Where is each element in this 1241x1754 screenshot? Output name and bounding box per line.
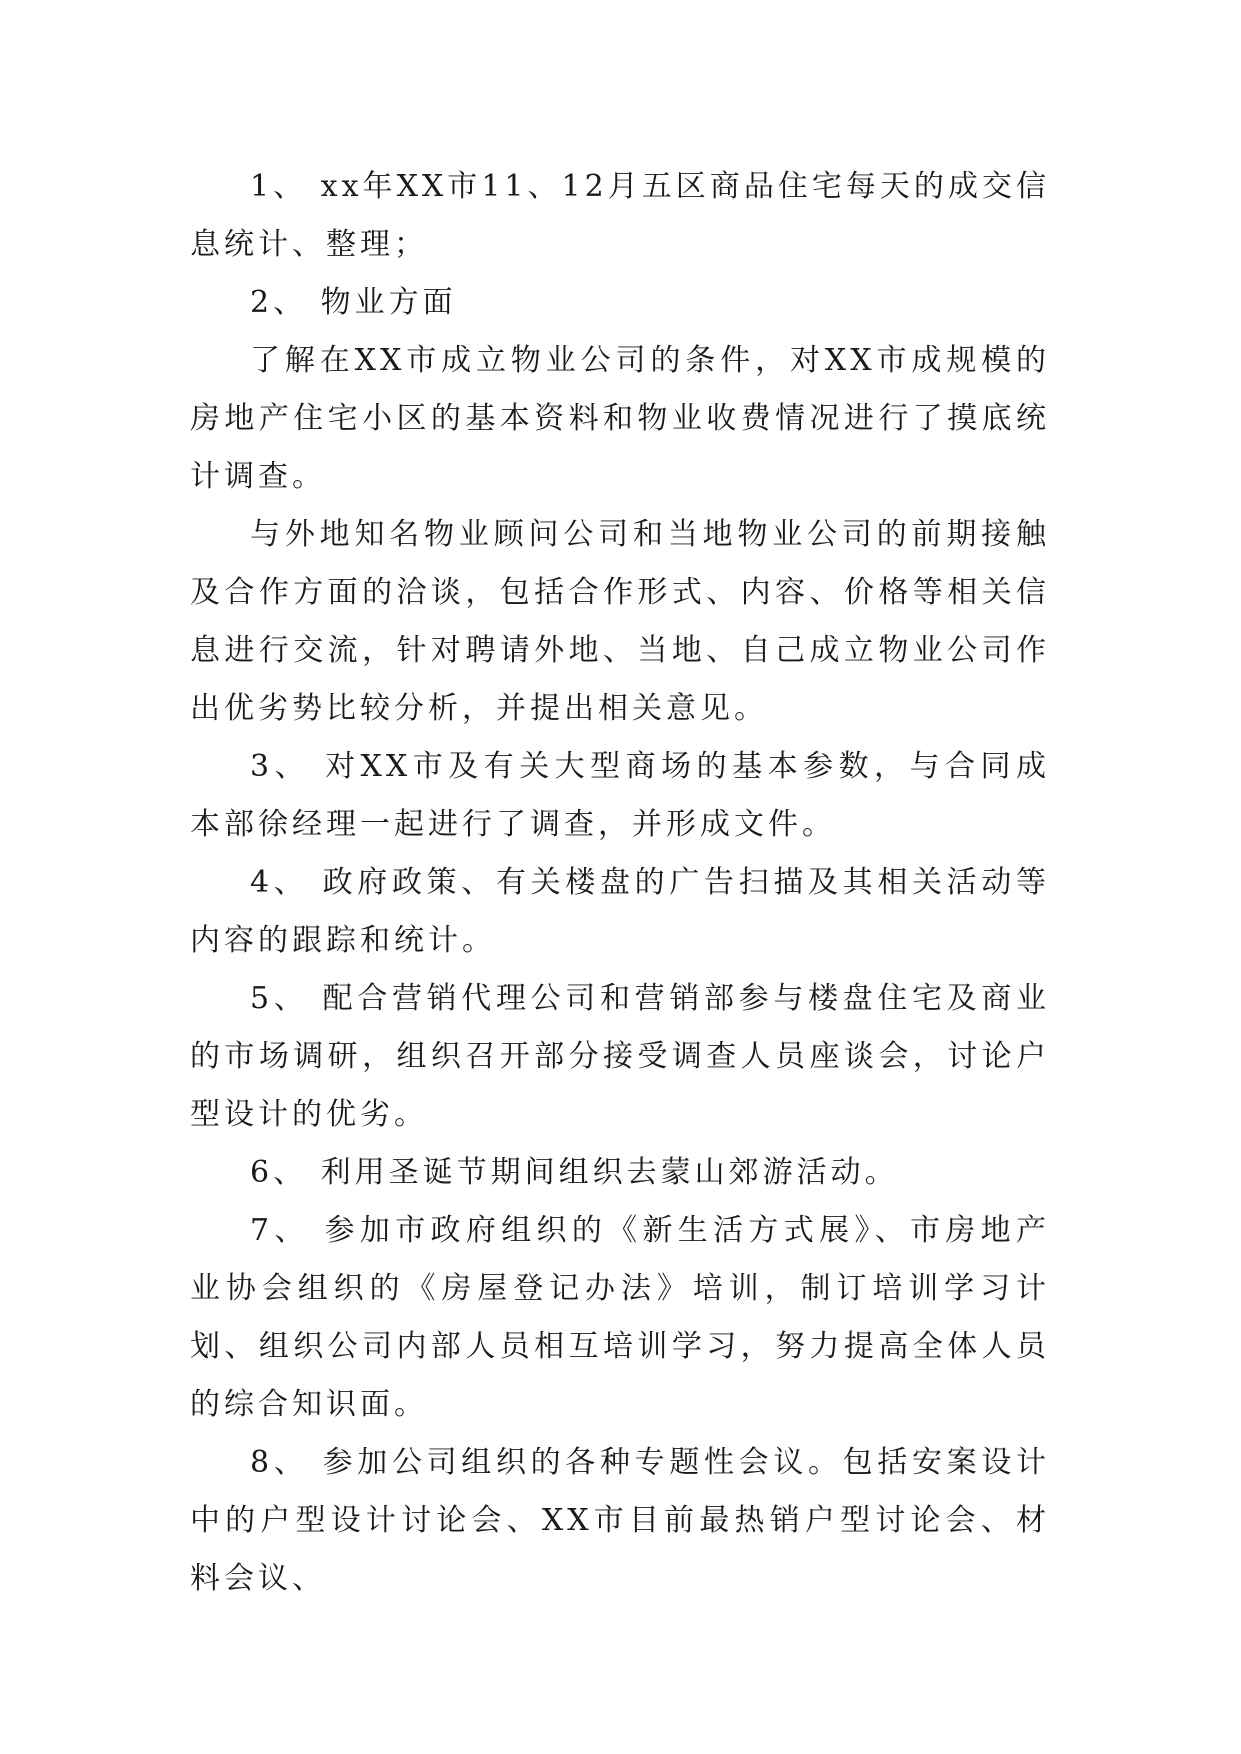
paragraph-item-2: 2、 物业方面 (250, 285, 457, 320)
document-body (190, 158, 1050, 1608)
paragraph-item-7: 7、 参加市政府组织的《新生活方式展》、市房地产业协会组织的《房屋登记办法》培训，制订培训学习计划、组织公司内部人员相互培训学习，努力提高全体人员的综合知识面。 (190, 1213, 1050, 1422)
paragraph-item-1: 1、 xx年XX市11、12月五区商品住宅每天的成交信息统计、整理； (190, 169, 1050, 262)
paragraph-item-8: 8、 参加公司组织的各种专题性会议。包括安案设计中的户型设计讨论会、XX市目前最热销户型讨论会、材料会议、 (190, 1445, 1050, 1596)
paragraph-item-5: 5、 配合营销代理公司和营销部参与楼盘住宅及商业的市场调研，组织召开部分接受调查人员座谈会，讨论户型设计的优劣。 (190, 981, 1050, 1132)
paragraph-item-4: 4、 政府政策、有关楼盘的广告扫描及其相关活动等内容的跟踪和统计。 (190, 865, 1050, 958)
paragraph-item-6: 6、 利用圣诞节期间组织去蒙山郊游活动。 (250, 1155, 899, 1190)
paragraph-property-conditions: 了解在XX市成立物业公司的条件，对XX市成规模的房地产住宅小区的基本资料和物业收费情况进行了摸底统计调查。 (190, 343, 1050, 494)
paragraph-item-3: 3、 对XX市及有关大型商场的基本参数，与合同成本部徐经理一起进行了调查，并形成文件。 (190, 749, 1050, 842)
paragraph-property-negotiation: 与外地知名物业顾问公司和当地物业公司的前期接触及合作方面的洽谈，包括合作形式、内容、价格等相关信息进行交流，针对聘请外地、当地、自己成立物业公司作出优劣势比较分析，并提出相关意见。 (190, 517, 1050, 726)
